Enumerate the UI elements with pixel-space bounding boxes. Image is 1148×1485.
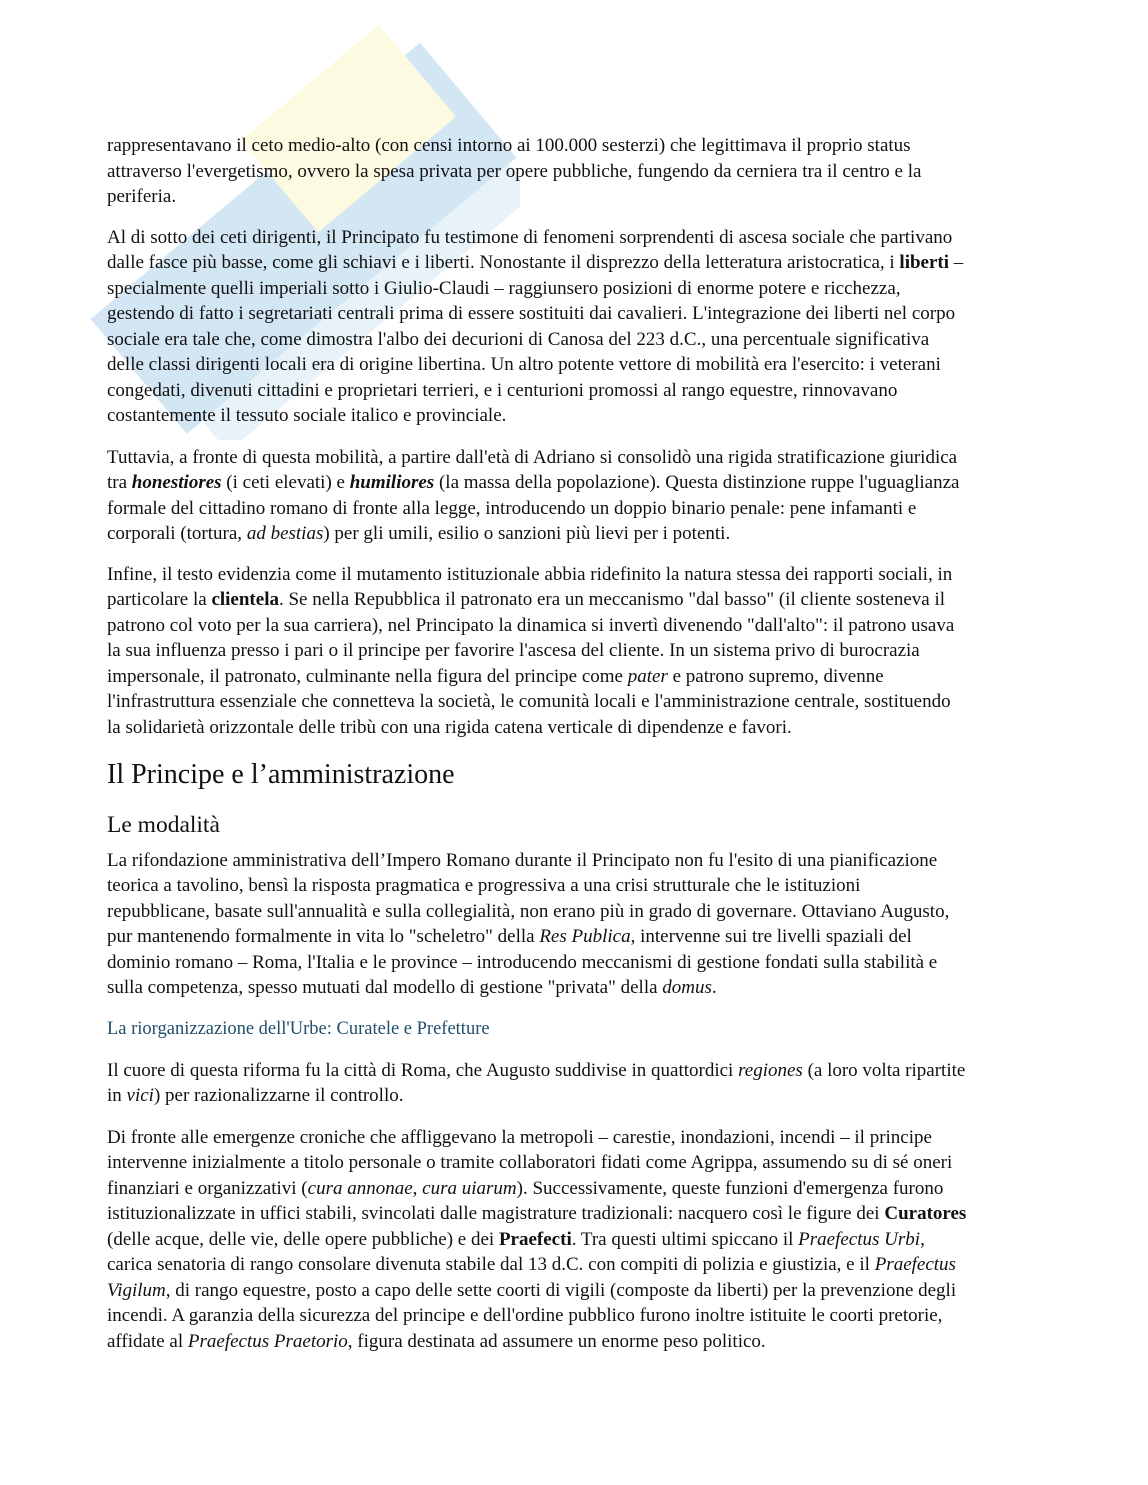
text-line (107, 445, 1067, 471)
text-line (107, 133, 1067, 159)
text-line (107, 924, 1067, 950)
italic-term: ad bestias (246, 523, 324, 544)
text-run: attraverso l'evergetismo, ovvero la spesa privata per opere pubbliche, fungendo da cerniera tra il centro e la (107, 160, 922, 182)
text-line (107, 1329, 1067, 1355)
italic-term: cura uiarum (422, 1177, 517, 1199)
text-run: gestendo di fatto i segretariati centrali prima di essere sostituiti dai cavalieri. L'integrazione dei liberti nel corpo (107, 303, 956, 324)
text-run: periferia. (107, 186, 177, 207)
text-line (107, 403, 1067, 429)
text-line (107, 352, 1067, 378)
text-run: repubblicane, basate sull'annualità e sulla collegialità, non erano più in grado di governare. Ottaviano Augusto, (107, 900, 950, 922)
italic-term: honestiores (131, 472, 222, 493)
paragraph (107, 1058, 1067, 1109)
subsection-heading: Le modalità (107, 812, 220, 838)
text-line (107, 1278, 1067, 1304)
text-run: La rifondazione amministrativa dell’Impero Romano durante il Principato non fu l'esito di una pianificazione (107, 849, 938, 871)
text-line (107, 184, 1067, 210)
text-line (107, 715, 1067, 741)
text-run: Infine, il testo evidenzia come il mutamento istituzionale abbia ridefinito la natura stessa dei rapporti sociali, in (107, 563, 953, 585)
paragraph (107, 562, 1067, 741)
text-run: Tuttavia, a fronte di questa mobilità, a partire dall'età di Adriano si consolidò una rigida stratificazione giuridica (107, 446, 958, 468)
text-run: istituzionalizzate in uffici stabili, svincolati dalle magistrature tradizionali: nacquero così le figure dei (107, 1203, 885, 1224)
text-run: la sua influenza presso i pari o il principe per favorire l'ascesa del cliente. In un sistema privo di burocrazia (107, 640, 920, 661)
text-run: , di rango equestre, posto a capo delle sette coorti di vigili (composte da liberti) per la prevenzione degli (165, 1279, 957, 1301)
text-line (107, 1176, 1067, 1202)
text-line (107, 587, 1067, 613)
text-line (107, 1125, 1067, 1151)
text-run: carica senatoria di rango consolare divenuta stabile dal 13 d.C. con compiti di polizia e giustizia, e il (107, 1254, 875, 1275)
text-run: . Tra questi ultimi spiccano il (571, 1228, 799, 1250)
text-line (107, 1201, 1067, 1227)
text-line (107, 225, 1067, 251)
text-line (107, 950, 1067, 976)
text-run: (a loro volta ripartite (802, 1059, 966, 1081)
text-line (107, 378, 1067, 404)
text-run: congedati, divenuti cittadini e proprietari terrieri, e i centurioni promossi al rango equestre, rinnovavano (107, 379, 898, 401)
text-run: e patrono supremo, divenne (667, 665, 884, 687)
text-run: dominio romano – Roma, l'Italia e le province – introducendo meccanismi di gestione fondati sulla stabilità e (107, 951, 938, 973)
subsubsection-heading: La riorganizzazione dell'Urbe: Curatele e Prefetture (107, 1019, 490, 1039)
text-line (107, 613, 1067, 639)
text-run: particolare la (107, 589, 212, 610)
text-line (107, 496, 1067, 522)
text-line (107, 470, 1067, 496)
text-run: Al di sotto dei ceti dirigenti, il Principato fu testimone di fenomeni sorprendenti di ascesa sociale che partivano (107, 226, 953, 248)
italic-term: pater (627, 665, 668, 687)
paragraph (107, 225, 1067, 429)
text-line (107, 975, 1067, 1001)
text-run: impersonale, il patronato, culminante nella figura del principe come (107, 665, 628, 687)
text-run: (i ceti elevati) e (221, 472, 350, 493)
text-run: , (920, 1228, 925, 1250)
section-heading: Il Principe e l’amministrazione (107, 759, 455, 790)
italic-term: humiliores (349, 472, 435, 493)
paragraph (107, 848, 1067, 1001)
text-run: tra (107, 472, 132, 493)
text-run: corporali (tortura, (107, 523, 247, 544)
text-line (107, 899, 1067, 925)
text-line (107, 1083, 1067, 1109)
bold-term: Curatores (884, 1203, 967, 1224)
text-run: in (107, 1085, 127, 1106)
text-run: ). Successivamente, queste funzioni d'emergenza furono (516, 1177, 944, 1199)
italic-term: Vigilum (107, 1279, 166, 1301)
text-line (107, 664, 1067, 690)
text-run: costantemente il tessuto sociale italico e provinciale. (107, 405, 507, 426)
text-line (107, 276, 1067, 302)
text-run: , (412, 1177, 423, 1199)
text-run: ) per razionalizzarne il controllo. (153, 1085, 404, 1106)
text-line (107, 873, 1067, 899)
text-line (107, 159, 1067, 185)
italic-term: cura annonae (307, 1177, 413, 1199)
bold-term: liberti (899, 252, 950, 273)
bold-term: clientela (211, 589, 279, 610)
italic-term: regiones (738, 1059, 803, 1081)
text-run: formale del cittadino romano di fronte alla legge, introducendo un doppio binario penale: pene infamanti e (107, 497, 917, 519)
text-run: sociale era tale che, come dimostra l'albo dei decurioni di Canosa del 223 d.C., una percentuale significativa (107, 328, 930, 350)
text-run: specialmente quelli imperiali sotto i Giulio-Claudi – raggiunsero posizioni di enorme potere e ricchezza, (107, 277, 901, 299)
text-line (107, 1227, 1067, 1253)
text-run: l'infrastruttura essenziale che connetteva la società, le comunità locali e l'amministrazione centrale, sostituendo (107, 691, 951, 712)
text-line (107, 562, 1067, 588)
italic-term: vici (126, 1085, 154, 1106)
italic-term: domus (662, 977, 712, 998)
text-run: (la massa della popolazione). Questa distinzione ruppe l'uguaglianza (434, 472, 960, 493)
text-run: intervenne inizialmente a titolo personale o tramite collaboratori fidati come Agrippa, assumendo su di sé oneri (107, 1152, 953, 1173)
text-run: delle classi dirigenti locali era di origine libertina. Un altro potente vettore di mobilità era l'esercito: i veterani (107, 354, 941, 375)
text-line (107, 848, 1067, 874)
text-run: patrono col voto per la sua carriera), nel Principato la dinamica si invertì divenendo "dall'alto": il patrono usava (107, 614, 955, 636)
text-run: . (711, 977, 717, 998)
italic-term: Praefectus (874, 1254, 956, 1275)
text-run: affidate al (107, 1330, 188, 1352)
text-line (107, 1303, 1067, 1329)
text-run: – (949, 252, 964, 273)
paragraph (107, 133, 1067, 210)
text-line (107, 638, 1067, 664)
text-run: finanziari e organizzativi ( (107, 1177, 308, 1199)
text-run: pur mantenendo formalmente in vita lo "scheletro" della (107, 926, 540, 947)
text-line (107, 250, 1067, 276)
text-run: sulla competenza, spesso mutuati dal modello di gestione "privata" della (107, 977, 663, 998)
text-line (107, 1058, 1067, 1084)
text-run: , intervenne sui tre livelli spaziali del (630, 926, 912, 947)
italic-term: Res Publica (539, 926, 631, 947)
paragraph (107, 1125, 1067, 1355)
text-run: , figura destinata ad assumere un enorme peso politico. (347, 1330, 766, 1352)
bold-term: Praefecti (498, 1228, 572, 1250)
text-run: incendi. A garanzia della sicurezza del principe e dell'ordine pubblico furono inoltre istituite le coorti pretorie, (107, 1305, 943, 1326)
document-page (107, 133, 1067, 1354)
text-line (107, 689, 1067, 715)
text-run: dalle fasce più basse, come gli schiavi e i liberti. Nonostante il disprezzo della letteratura aristocratica, i (107, 252, 900, 273)
text-run: Di fronte alle emergenze croniche che affliggevano la metropoli – carestie, inondazioni, incendi – il principe (107, 1126, 932, 1148)
text-run: Il cuore di questa riforma fu la città di Roma, che Augusto suddivise in quattordici (107, 1059, 739, 1081)
italic-term: Praefectus Praetorio (187, 1330, 348, 1352)
paragraph (107, 445, 1067, 547)
text-run: teorica a tavolino, bensì la risposta pragmatica e progressiva a una crisi strutturale che le istituzioni (107, 875, 861, 896)
text-line (107, 1150, 1067, 1176)
text-run: (delle acque, delle vie, delle opere pubbliche) e dei (107, 1228, 499, 1250)
italic-term: Praefectus Urbi (798, 1228, 921, 1250)
text-line (107, 521, 1067, 547)
text-run: la solidarietà orizzontale delle tribù con una rigida catena verticale di dipendenze e favori. (107, 716, 792, 738)
text-line (107, 327, 1067, 353)
text-line (107, 1252, 1067, 1278)
text-line (107, 301, 1067, 327)
text-run: rappresentavano il ceto medio-alto (con censi intorno ai 100.000 sesterzi) che legittimava il proprio status (107, 135, 911, 156)
text-run: ) per gli umili, esilio o sanzioni più lievi per i potenti. (323, 523, 731, 544)
text-run: . Se nella Repubblica il patronato era un meccanismo "dal basso" (il cliente sosteneva il (278, 589, 946, 610)
